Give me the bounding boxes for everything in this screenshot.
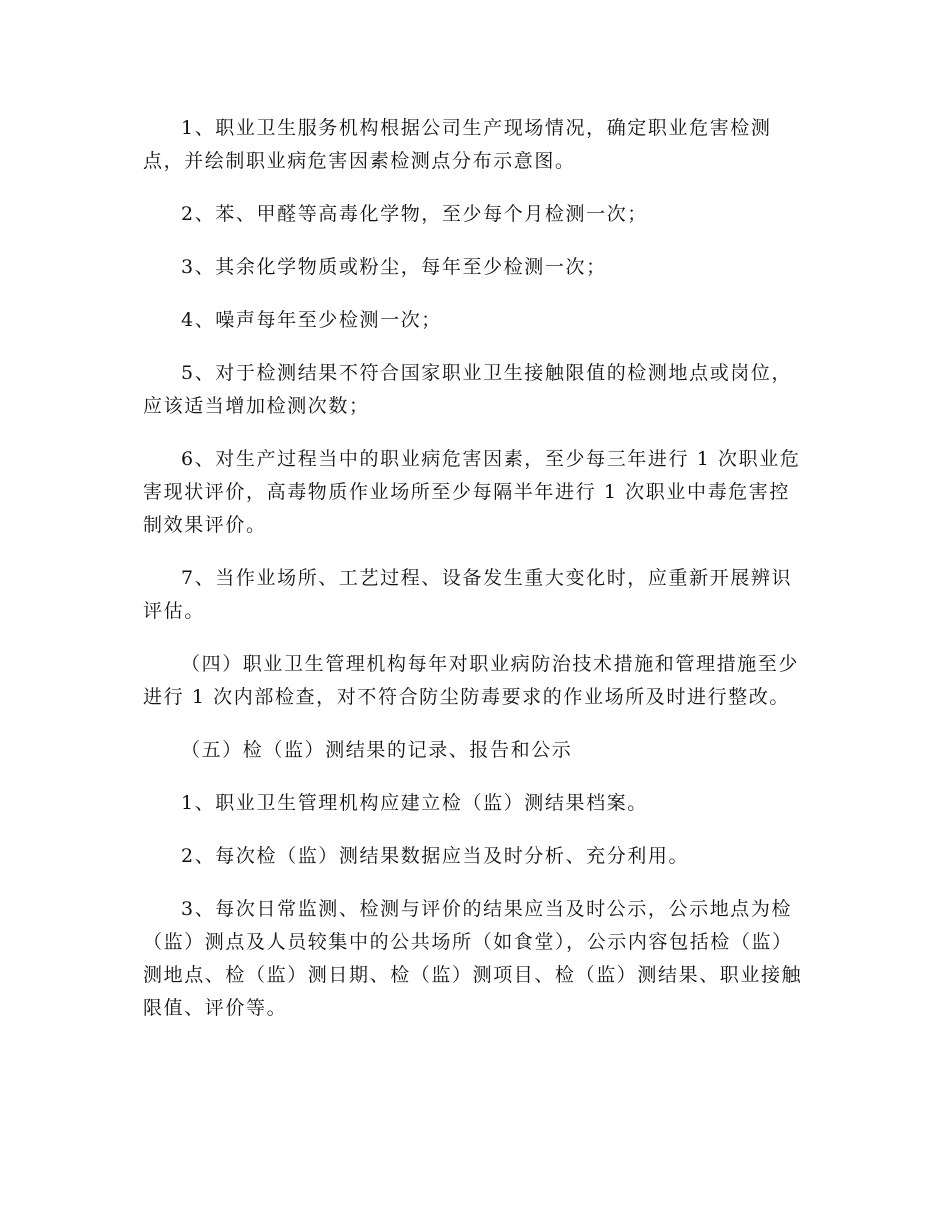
paragraph-item-1-archive: 1、职业卫生管理机构应建立检（监）测结果档案。 xyxy=(181,792,648,814)
paragraph-item-7-reassessment: 7、当作业场所、工艺过程、设备发生重大变化时，应重新开展辨识评估。 xyxy=(143,567,793,622)
paragraph-item-6-evaluation: 6、对生产过程当中的职业病危害因素，至少每三年进行 1 次职业危害现状评价，高毒物质作业场所至少每隔半年进行 1 次职业中毒危害控制效果评价。 xyxy=(143,448,801,536)
paragraph-section-4-inspection: （四）职业卫生管理机构每年对职业病防治技术措施和管理措施至少进行 1 次内部检查，对不符合防尘防毒要求的作业场所及时进行整改。 xyxy=(143,653,800,708)
paragraph-item-2-high-toxicity: 2、苯、甲醛等高毒化学物，至少每个月检测一次； xyxy=(181,203,648,225)
paragraph-item-4-noise: 4、噪声每年至少检测一次； xyxy=(181,309,442,331)
paragraph-item-3-publication: 3、每次日常监测、检测与评价的结果应当及时公示，公示地点为检（监）测点及人员较集中的公共场所（如食堂），公示内容包括检（监）测地点、检（监）测日期、检（监）测项目、检（监）测结果、职业接触限值、评价等。 xyxy=(143,898,803,1019)
paragraph-item-5-exceed-limits: 5、对于检测结果不符合国家职业卫生接触限值的检测地点或岗位，应该适当增加检测次数； xyxy=(143,362,793,417)
paragraph-item-1-sampling-points: 1、职业卫生服务机构根据公司生产现场情况，确定职业危害检测点，并绘制职业病危害因素检测点分布示意图。 xyxy=(143,117,772,172)
section-heading-5-results: （五）检（监）测结果的记录、报告和公示 xyxy=(181,739,573,761)
paragraph-item-3-other-chemicals: 3、其余化学物质或粉尘，每年至少检测一次； xyxy=(181,256,607,278)
paragraph-item-2-analysis: 2、每次检（监）测结果数据应当及时分析、充分利用。 xyxy=(181,845,690,867)
